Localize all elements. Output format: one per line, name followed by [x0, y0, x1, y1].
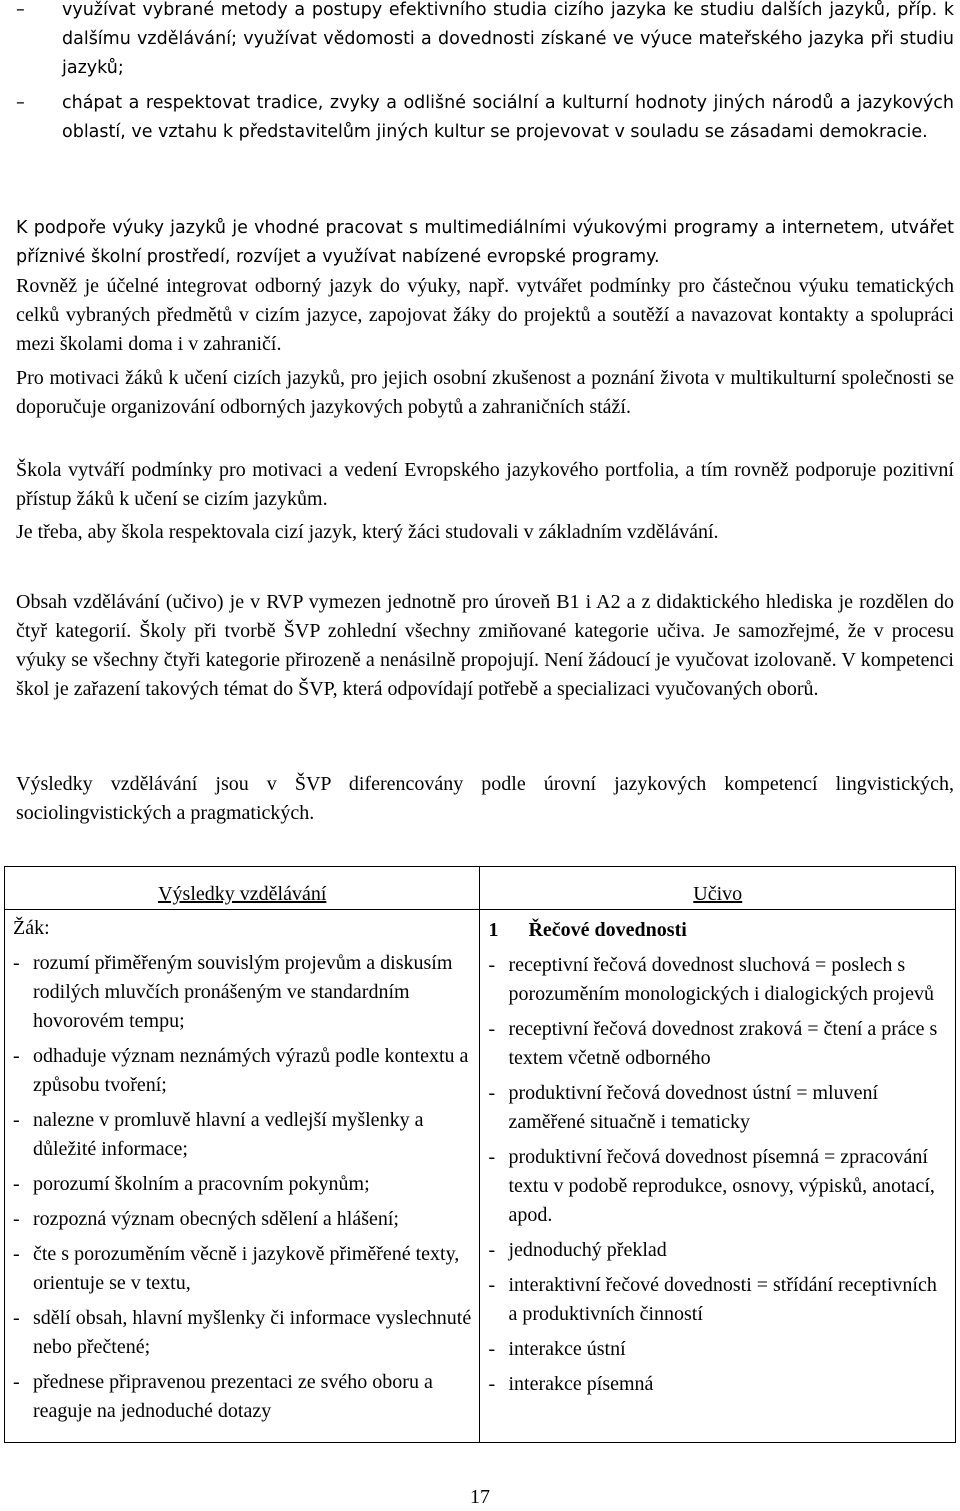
- column-header-results: Výsledky vzdělávání: [5, 867, 480, 910]
- paragraph-prior-language: Je třeba, aby škola respektovala cizí jazyk, který žáci studovali v základním vzdělávání.: [16, 521, 719, 543]
- goal-bullet: [16, 89, 954, 147]
- result-item: - čte s porozuměním věcně i jazykově přiměřené texty, orientuje se v textu,: [13, 1243, 460, 1294]
- goal-text: využívat vybrané metody a postupy efektivního studia cizího jazyka ke studiu dalších jazyků, příp. k dalšímu vzdělávání; využívat vědomosti a dovednosti získané ve výuce mateřského jazyka při studiu jazyků;: [62, 0, 954, 78]
- paragraph-curriculum-content: Obsah vzdělávání (učivo) je v RVP vymezen jednotně pro úroveň B1 i A2 a z didaktického hlediska je rozdělen do čtyř kategorií. Školy při tvorbě ŠVP zohlední všechny zmiňované kategorie učiva. Je samozřejmé, že v procesu výuky se všechny čtyři kategorie přirozeně a nenásilně propojují. Není žádoucí je vyučovat izolovaně. V kompetenci škol je zařazení takových témat do ŠVP, která odpovídají potřebě a specializaci vyučovaných oborů.: [16, 591, 954, 700]
- paragraph-integration: Rovněž je účelné integrovat odborný jazyk do výuky, např. vytvářet podmínky pro částečnou výuku tematických celků vybraných předmětů v cizím jazyce, zapojovat žáky do projektů a soutěží a navazovat kontakty a spolupráci mezi školami doma i v zahraničí.: [16, 275, 954, 355]
- results-list: [13, 949, 471, 1426]
- student-label: Žák:: [13, 917, 50, 939]
- page-number: 17: [470, 1486, 490, 1508]
- section-number: 1: [488, 919, 499, 941]
- paragraph-support: K podpoře výuky jazyků je vhodné pracovat s multimediálními výukovými programy a internetem, utvářet příznivé školní prostředí, rozvíjet a využívat nabízené evropské programy.: [16, 218, 954, 267]
- result-item: - rozpozná význam obecných sdělení a hlášení;: [13, 1208, 399, 1230]
- table-header-row: [5, 867, 956, 910]
- paragraph-portfolio: Škola vytváří podmínky pro motivaci a vedení Evropského jazykového portfolia, a tím rovněž podporuje pozitivní přístup žáků k učení se cizím jazykům.: [16, 459, 954, 510]
- curriculum-list: [488, 951, 947, 1399]
- bullet-dash: –: [16, 93, 25, 113]
- results-cell: [5, 910, 480, 1443]
- goal-bullet: [16, 0, 954, 83]
- result-item: - porozumí školním a pracovním pokynům;: [13, 1173, 370, 1195]
- curriculum-item: - interaktivní řečové dovednosti = střídání receptivních a produktivních činností: [488, 1274, 937, 1325]
- curriculum-item: - produktivní řečová dovednost písemná = zpracování textu v podobě reprodukce, osnovy, výpisků, anotací, apod.: [488, 1146, 935, 1226]
- result-item: - nalezne v promluvě hlavní a vedlejší myšlenky a důležité informace;: [13, 1109, 424, 1160]
- curriculum-item: - interakce ústní: [488, 1338, 626, 1360]
- result-item: - rozumí přiměřeným souvislým projevům a diskusím rodilých mluvčích pronášeným ve standardním hovorovém tempu;: [13, 952, 453, 1032]
- curriculum-item: - receptivní řečová dovednost sluchová = poslech s porozuměním monologických i dialogických projevů: [488, 954, 934, 1005]
- section-title-text: Řečové dovednosti: [528, 919, 687, 941]
- goals-bullet-list: [16, 0, 954, 153]
- table-row: [5, 910, 956, 1443]
- result-item: - odhaduje význam neznámých výrazů podle kontextu a způsobu tvoření;: [13, 1045, 469, 1096]
- result-item: - sdělí obsah, hlavní myšlenky či informace vyslechnuté nebo přečtené;: [13, 1307, 472, 1358]
- result-item: - přednese připravenou prezentaci ze svého oboru a reaguje na jednoduché dotazy: [13, 1371, 433, 1422]
- curriculum-item: - jednoduchý překlad: [488, 1239, 667, 1261]
- paragraph-motivation: Pro motivaci žáků k učení cizích jazyků, pro jejich osobní zkušenost a poznání života v multikulturní společnosti se doporučuje organizování odborných jazykových pobytů a zahraničních stáží.: [16, 367, 954, 418]
- curriculum-item: - produktivní řečová dovednost ústní = mluvení zaměřené situačně i tematicky: [488, 1082, 879, 1133]
- bullet-dash: –: [16, 0, 25, 20]
- column-header-curriculum: Učivo: [480, 867, 956, 910]
- curriculum-table: [4, 866, 956, 1443]
- section-title: [488, 916, 947, 945]
- curriculum-cell: [480, 910, 956, 1443]
- goal-text: chápat a respektovat tradice, zvyky a odlišné sociální a kulturní hodnoty jiných národů a jazykových oblastí, ve vztahu k představitelům jiných kultur se projevovat v souladu se zásadami demokracie.: [62, 93, 954, 142]
- curriculum-item: - interakce písemná: [488, 1373, 654, 1395]
- paragraph-learning-outcomes: Výsledky vzdělávání jsou v ŠVP diferencovány podle úrovní jazykových kompetencí lingvistických, sociolingvistických a pragmatických.: [16, 773, 954, 824]
- curriculum-item: - receptivní řečová dovednost zraková = čtení a práce s textem včetně odborného: [488, 1018, 938, 1069]
